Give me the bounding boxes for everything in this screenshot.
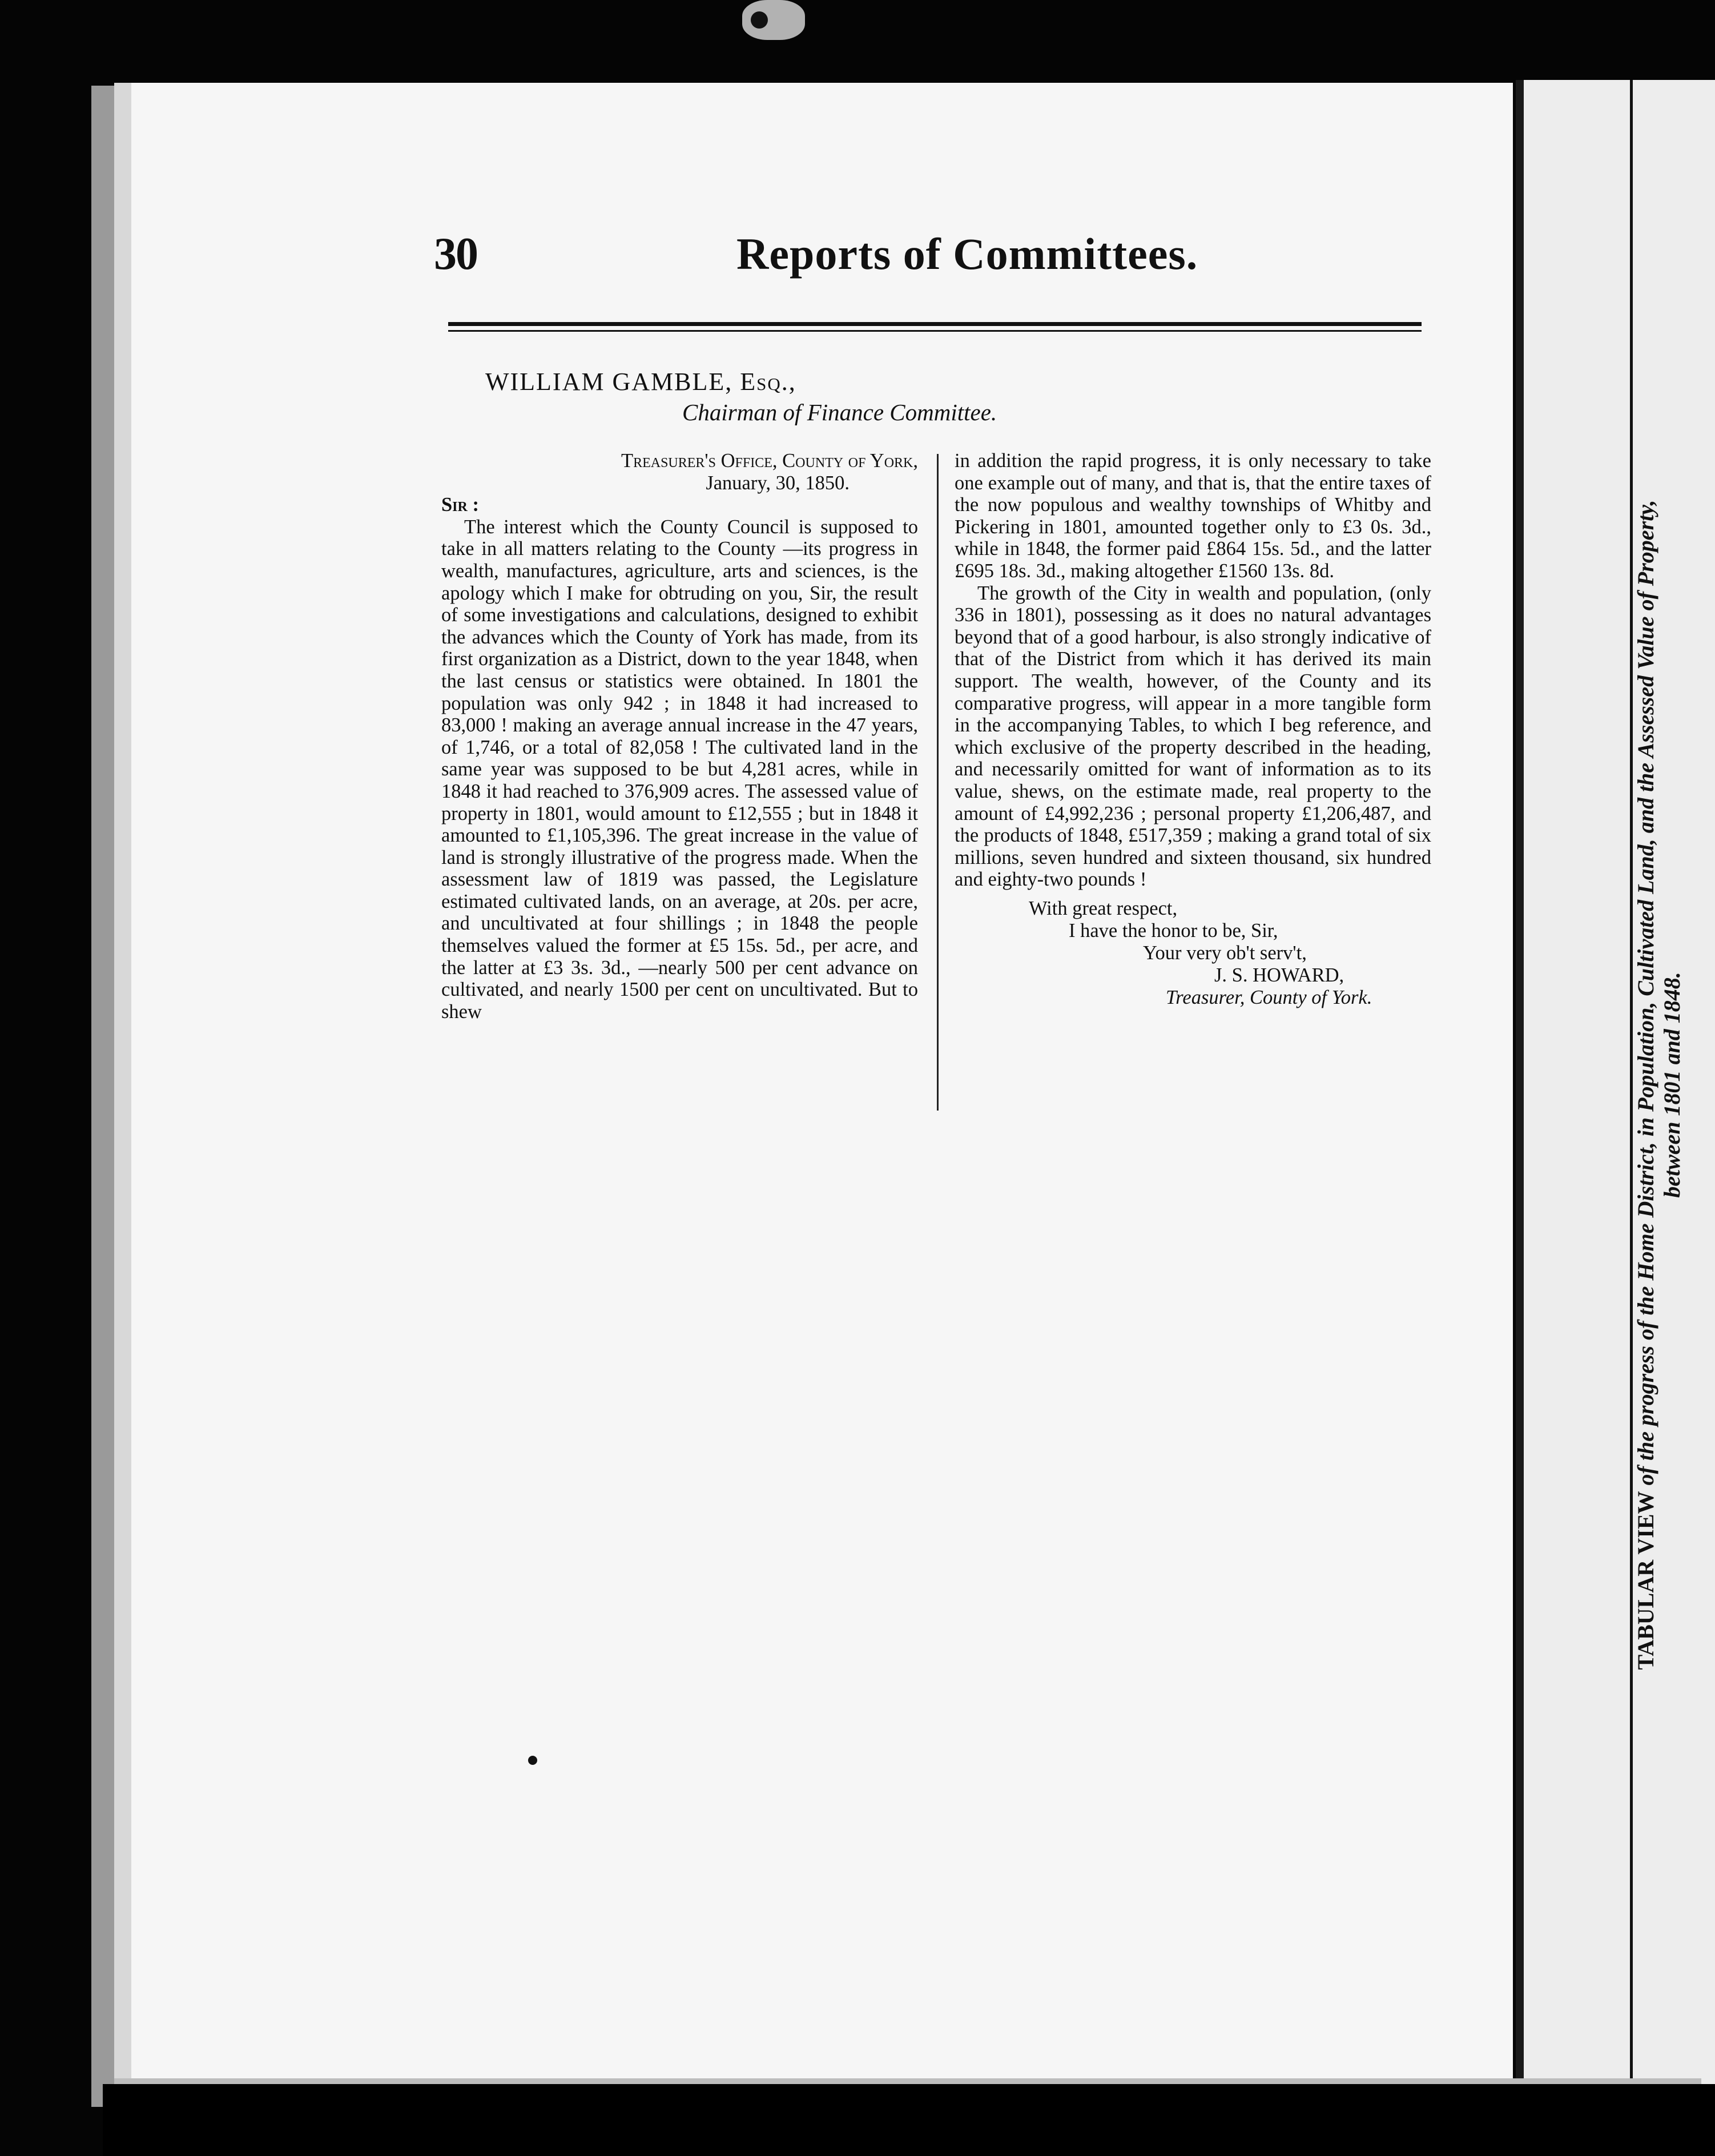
- salutation: Sir :: [441, 494, 479, 516]
- caption-lead: TABULAR VIEW: [1633, 1491, 1658, 1670]
- closing-line: I have the honor to be, Sir,: [1069, 919, 1278, 942]
- dateline-office: Treasurer's Office, County of York,: [621, 450, 918, 472]
- facing-page-caption: [1633, 428, 1685, 1741]
- page-number: 30: [434, 229, 477, 279]
- closing-line: Your very ob't serv't,: [1143, 942, 1307, 964]
- page-fold: [1516, 80, 1524, 2124]
- column-divider: [937, 454, 939, 1111]
- ink-speck: [751, 11, 768, 29]
- closing-line: With great respect,: [1029, 897, 1178, 919]
- addressee-role: Chairman of Finance Committee.: [682, 399, 997, 425]
- signature-name: J. S. HOWARD,: [1214, 964, 1344, 986]
- addressee-line: [485, 367, 796, 396]
- letter-paragraph: The growth of the City in wealth and population, (only 336 in 1801), possessing as it does no natural advantages beyond that of a good harbour, is also strongly indicative of that of the District from which it has derived its main support. The wealth, however, of the County and its comparative progress, will appear in a more tangible form in the accompanying Tables, to which I beg reference, and which exclusive of the property described in the heading, and necessarily omitted for want of information as to its value, shews, on the estimate made, real property to the amount of £4,992,236 ; personal property £1,206,487, and the products of 1848, £517,359 ; making a grand total of six millions, seven hundred and sixteen thousand, six hundred and eighty-two pounds !: [955, 582, 1431, 891]
- document-page: [131, 83, 1513, 2104]
- running-title: Reports of Committees.: [736, 229, 1198, 279]
- ink-speck: [528, 1756, 537, 1765]
- left-column: [441, 450, 918, 1023]
- caption-line: of the progress of the Home District, in Population, Cultivated Land, and the Assessed Value of Property,: [1633, 500, 1658, 1486]
- dateline: [441, 450, 918, 494]
- letter-paragraph: The interest which the County Council is supposed to take in all matters relating to the County —its progress in wealth, manufactures, agriculture, arts and sciences, is the apology which I make for obtruding on you, Sir, the result of some investigations and calculations, designed to exhibit the advances which the County of York has made, from its first organization as a District, down to the year 1848, when the last census or statistics were obtained. In 1801 the population was only 942 ; in 1848 it had increased to 83,000 ! making an average annual increase in the 47 years, of 1,746, or a total of 82,058 ! The cultivated land in the same year was supposed to be but 4,281 acres, while in 1848 it had reached to 376,909 acres. The assessed value of property in 1801, would amount to £12,555 ; but in 1848 it amounted to £1,105,396. The great increase in the value of land is strongly illustrative of the progress made. When the assessment law of 1819 was passed, the Legislature estimated cultivated lands, on an average, at 20s. per acre, and uncultivated at four shillings ; in 1848 the people themselves valued the former at £5 15s. 5d., per acre, and the latter at £3 3s. 3d., —nearly 500 per cent advance on cultivated, and nearly 1500 per cent on uncultivated. But to shew: [441, 516, 918, 1023]
- signature-title: Treasurer, County of York.: [1166, 986, 1372, 1008]
- letter-closing: [955, 898, 1431, 1009]
- right-column: [955, 450, 1431, 1009]
- header-rule-thick: [448, 322, 1422, 326]
- page-edge: [114, 83, 131, 2110]
- scan-bottom-border: [103, 2084, 1715, 2156]
- addressee-name: WILLIAM GAMBLE,: [485, 368, 733, 396]
- dateline-date: January, 30, 1850.: [706, 472, 850, 494]
- caption-line: between 1801 and 1848.: [1659, 972, 1685, 1198]
- header-rule-thin: [448, 330, 1422, 332]
- letter-paragraph-continued: in addition the rapid progress, it is only necessary to take one example out of many, and that is, that the entire taxes of the now populous and wealthy townships of Whitby and Pickering in 1801, amounted together only to £3 0s. 3d., while in 1848, the former paid £864 15s. 5d., and the latter £695 18s. 3d., making altogether £1560 13s. 8d.: [955, 450, 1431, 582]
- addressee-suffix: Esq.,: [740, 368, 796, 396]
